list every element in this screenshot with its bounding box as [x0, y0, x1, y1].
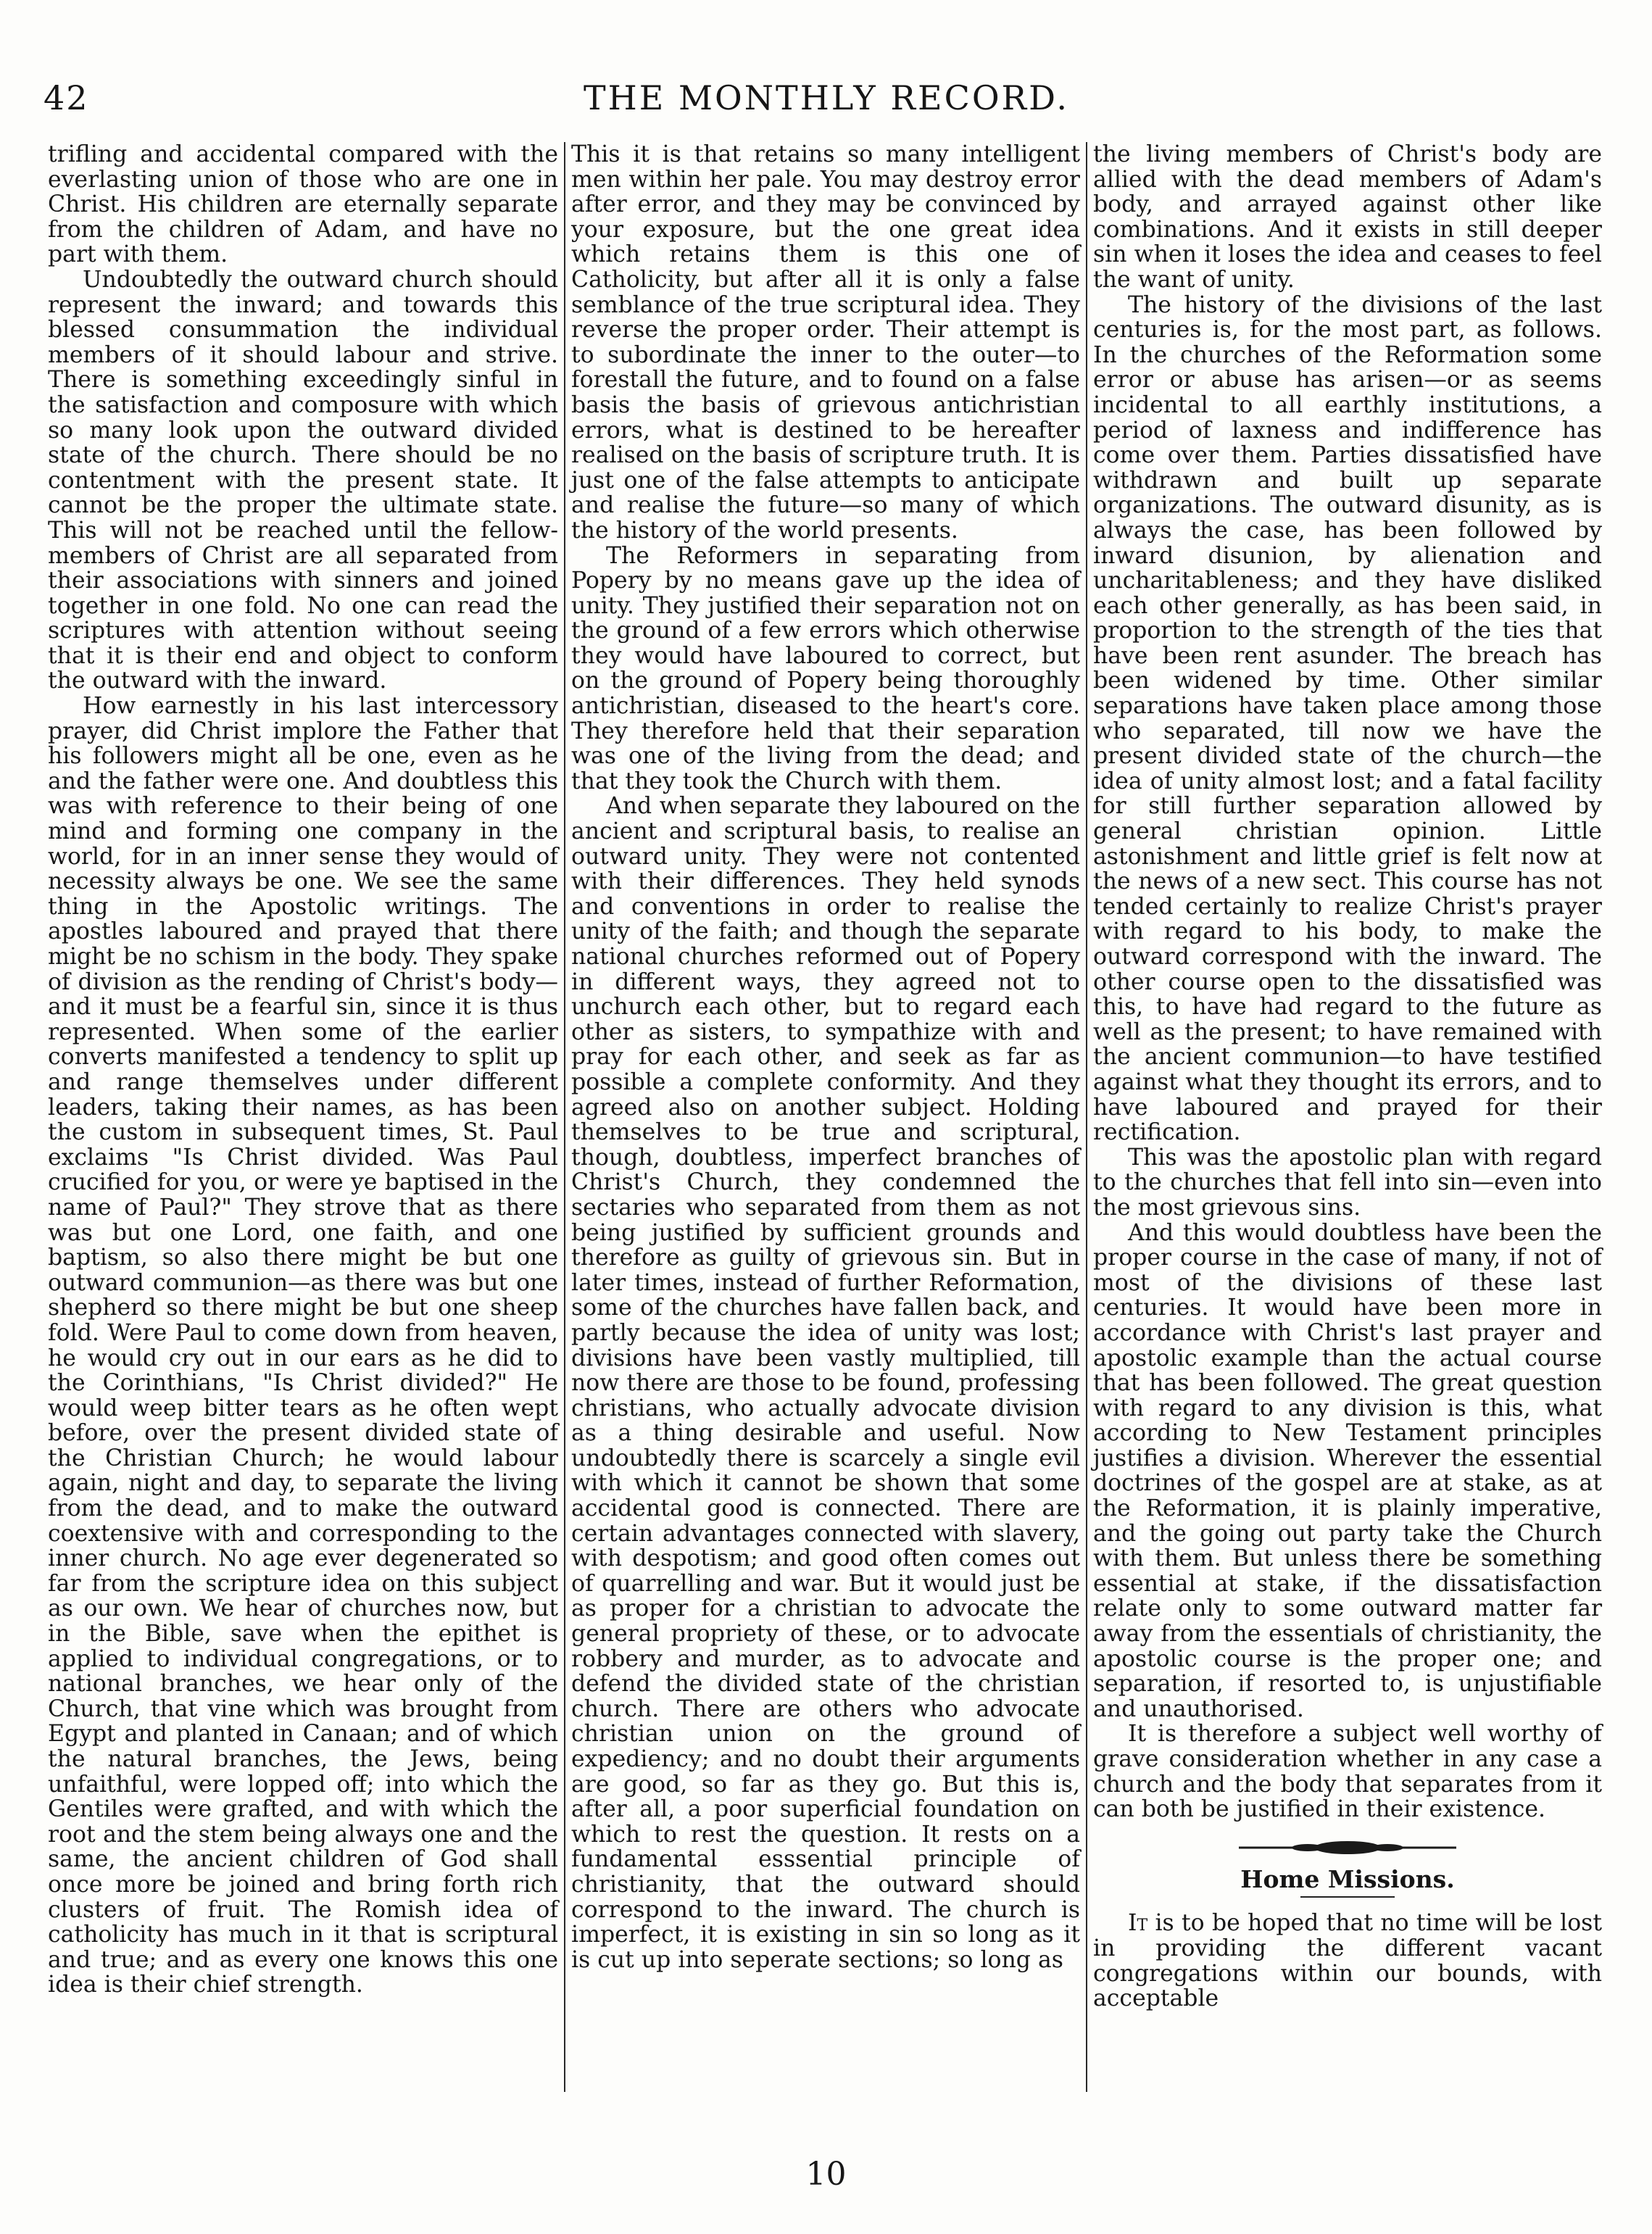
paragraph: And this would doubtless have been the proper course in the case of many, if not of most of the divisions of these last centuries. It would have been more in accordance with Christ's last prayer and apostolic example than the actual course that has been followed. The great question with regard to any division is this, what according to New Testament principles justifies a division. Wherever the essential doctrines of the gospel are at stake, as at the Reformation, it is plainly imperative, and the going out party take the Church with them. But unless there be something essential at stake, if the dissatisfaction relate only to some outward matter far away from the essentials of christianity, the apostolic course is the proper one; and separation, if resorted to, is unjustifiable and unauthorised. — [1093, 1219, 1602, 1722]
page-number: 42 — [43, 78, 89, 117]
title-rule — [1300, 1896, 1395, 1898]
paragraph: trifling and accidental compared with the everlasting union of those who are one in Christ. His children are eternally separate from the children of Adam, and have no part with them. — [48, 142, 558, 268]
column-2 — [564, 142, 1086, 2092]
paragraph: the living members of Christ's body are allied with the dead members of Adam's body, and arrayed against other like combinations. And it exists in still deeper sin when it loses the idea and ceases to feel the want of unity. — [1093, 142, 1602, 293]
column-1 — [42, 142, 564, 2092]
running-title: THE MONTHLY RECORD. — [583, 78, 1070, 117]
paragraph: And when separate they laboured on the ancient and scriptural basis, to realise an outward unity. They were not contented with their differences. They held synods and conventions in order to realise the unity of the faith; and though the separate national churches reformed out of Popery in different ways, they agreed not to unchurch each other, but to regard each other as sisters, to sympathize with and pray for each other, and seek as far as possible a complete conformity. And they agreed also on another subject. Holding themselves to be true and scriptural, though, doubtless, imperfect branches of Christ's Church, they condemned the sectaries who separated from them as not being justified by sufficient grounds and therefore as guilty of grievous sin. But in later times, instead of further Reformation, some of the churches have fallen back, and partly because the idea of unity was lost; divisions have been vastly multiplied, till now there are those to be found, professing christians, who actually advocate division as a thing desirable and useful. Now undoubtedly there is scarcely a single evil with which it cannot be shown that some accidental good is connected. There are certain advantages connected with slavery, with despotism; and good often comes out of quarrelling and war. But it would just be as proper for a christian to advocate the general propriety of these, or to advocate robbery and murder, as to advocate and defend the divided state of the christian church. There are others who advocate christian union on the ground of expediency; and no doubt their arguments are good, so far as they go. But this is, after all, a poor superficial foundation on which to rest the question. It rests on a fundamental esssential principle of christianity, that the outward should correspond to the inward. The church is imperfect, it is existing in sin so long as it is cut up into seperate sections; so long as — [571, 793, 1080, 1973]
ornament-divider-icon — [1239, 1837, 1456, 1859]
lead-word: It — [1128, 1910, 1148, 1937]
paragraph: This was the apostolic plan with regard to the churches that fell into sin—even into the most grievous sins. — [1093, 1144, 1602, 1221]
paragraph: This it is that retains so many intelligent men within her pale. You may destroy error after error, and they may be convinced by your exposure, but the one great idea which retains them is this one of Catholicity, but after all it is only a false semblance of the true scriptural idea. They reverse the proper order. Their attempt is to subordinate the inner to the outer—to forestall the future, and to found on a false basis the basis of grievous antichristian errors, what is destined to be hereafter realised on the basis of scripture truth. It is just one of the false attempts to anticipate and realise the future—so many of which the history of the world presents. — [571, 142, 1080, 544]
section-paragraph — [1093, 1911, 1602, 2011]
paragraph: The Reformers in separating from Popery by no means gave up the idea of unity. They justified their separation not on the ground of a few errors which otherwise they would have laboured to correct, but on the ground of Popery being thoroughly antichristian, diseased to the heart's core. They therefore held that their separation was one of the living from the dead; and that they took the Church with them. — [571, 542, 1080, 794]
section-title: Home Missions. — [1240, 1864, 1455, 1893]
text-columns — [42, 142, 1608, 2092]
page-header — [43, 78, 1609, 125]
paragraph: It is therefore a subject well worthy of grave consideration whether in any case a church and the body that separates from it can both be justified in their existence. — [1093, 1721, 1602, 1823]
signature-mark: 10 — [805, 2156, 847, 2193]
column-3 — [1086, 142, 1608, 2092]
paragraph: Undoubtedly the outward church should represent the inward; and towards this blessed consummation the individual members of it should labour and strive. There is something exceedingly sinful in the satisfaction and composure with which so many look upon the outward divided state of the church. There should be no contentment with the present state. It cannot be the proper the ultimate state. This will not be reached until the fellow-members of Christ are all separated from their associations with sinners and joined together in one fold. No one can read the scriptures with attention without seeing that it is their end and object to conform the outward with the inward. — [48, 266, 558, 694]
paragraph: The history of the divisions of the last centuries is, for the most part, as follows. In the churches of the Reformation some error or abuse has arisen—or as seems incidental to all earthly institutions, a period of laxness and indifference has come over them. Parties dissatisfied have withdrawn and built up separate organizations. The outward disunity, as is always the case, has been followed by inward disunion, by alienation and uncharitableness; and they have disliked each other generally, as has been said, in proportion to the strength of the ties that have been rent asunder. The breach has been widened by time. Other similar separations have taken place among those who separated, till now we have the present divided state of the church—the idea of unity almost lost; and a fatal facility for still further separation allowed by general christian opinion. Little astonishment and little grief is felt now at the news of a new sect. This course has not tended certainly to realize Christ's prayer with regard to his body, to make the outward correspond with the inward. The other course open to the dissatisfied was this, to have had regard to the future as well as the present; to have remained with the ancient communion—to have testified against what they thought its errors, and to have laboured and prayed for their rectification. — [1093, 291, 1602, 1146]
section-body: is to be hoped that no time will be lost in providing the different vacant congregations within our bounds, with acceptable — [1093, 1910, 1602, 2012]
paragraph: How earnestly in his last intercessory prayer, did Christ implore the Father that his followers might all be one, even as he and the father were one. And doubtless this was with reference to their being of one mind and forming one company in the world, for in an inner sense they would of necessity always be one. We see the same thing in the Apostolic writings. The apostles laboured and prayed that there might be no schism in the body. They spake of division as the rending of Christ's body—and it must be a fearful sin, since it is thus represented. When some of the earlier converts manifested a tendency to split up and range themselves under different leaders, taking their names, as has been the custom in subsequent times, St. Paul exclaims "Is Christ divided. Was Paul crucified for you, or were ye baptised in the name of Paul?" They strove that as there was but one Lord, one faith, and one baptism, so also there might be but one outward communion—as there was but one shepherd so there might be but one sheep fold. Were Paul to come down from heaven, he would cry out in our ears as he did to the Corinthians, "Is Christ divided?" He would weep bitter tears as he often wept before, over the present divided state of the Christian Church; he would labour again, night and day, to separate the living from the dead, and to make the outward coextensive with and corresponding to the inner church. No age ever degenerated so far from the scripture idea on this subject as our own. We hear of churches now, but in the Bible, save when the epithet is applied to individual congregations, or to national branches, we hear only of the Church, that vine which was brought from Egypt and planted in Canaan; and of which the natural branches, the Jews, being unfaithful, were lopped off; into which the Gentiles were grafted, and with which the root and the stem being always one and the same, the ancient children of God shall once more be joined and bring forth rich clusters of fruit. The Romish idea of catholicity has much in it that is scriptural and true; and as every one knows this one idea is their chief strength. — [48, 693, 558, 1998]
